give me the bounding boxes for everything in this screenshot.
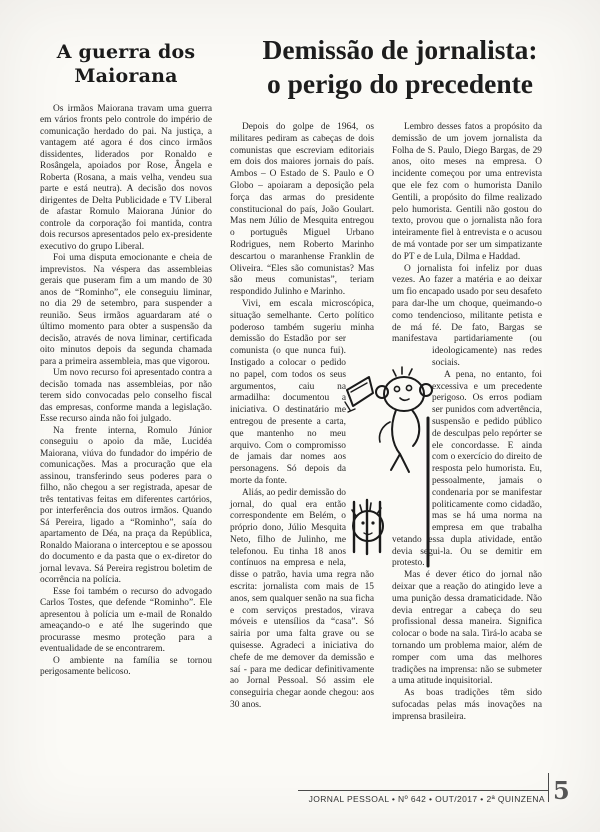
- paragraph: Vivi, em escala microscópica, situação semelhante. Certo político poderoso também sugeriu minha demissão do Estadão por ser comunista (o que nunca fui). Instigado a colocar o pedido no papel, com todos os seus argumentos, caiu na armadilha: documentou a iniciativa. O destinatário me entregou de presente a carta, que mantenho no meu arquivo. Com o compromisso de jamais dar nomes aos personagens. Só depois da morte da fonte.: [230, 298, 374, 486]
- paragraph: Esse foi também o recurso do advogado Carlos Tostes, que defende “Rominho”. Ele apresentou à polícia um e-mail de Ronaldo ameaçando-o e até lhe sugerindo que procurasse mesmo proteção para a eventualidade de se encontrarem.: [40, 586, 212, 655]
- paragraph: Um novo recurso foi apresentado contra a decisão tomada nas assembleias, por não terem sido convocadas pelo conselho fiscal das empresas, conforme manda a legislação. Esse recurso ainda não foi julgado.: [40, 368, 212, 425]
- paragraph: Foi uma disputa emocionante e cheia de imprevistos. Na véspera das assembleias gerais que puseram fim a um mando de 30 anos de “Rominho”, ele conseguiu liminar, no dia 29 de setembro, para suspender a reunião. Seus irmãos aguardaram até o último momento para obter a suspensão da decisão, através de nova liminar, certificada oito minutos depois da segunda chamada para a primeira assembleia, mas que vigorou.: [40, 253, 212, 367]
- page-number-tick: [548, 773, 549, 802]
- footer-issue-line: JORNAL PESSOAL • Nº 642 • OUT/2017 • 2ª QUINZENA: [308, 794, 545, 804]
- footer-rule: [298, 790, 548, 791]
- paragraph: Na frente interna, Romulo Júnior conseguiu o apoio da mãe, Lucidéa Maiorana, viúva do fundador do império de comunicações. Mas a procuração que ela assinou, transferindo seus poderes para o filho, não chegou a ser registrada, apesar de três tentativas feitas em diferentes cartórios, por interferência dos outros irmãos. Quando Sá Pereira, ligado a “Rominho”, saía do apartamento de Déa, na praça da República, Ronaldo Maiorana o interceptou e se apossou do documento e da pasta que o ex-diretor do jornal levava. Sá Pereira registrou boletim de ocorrência na polícia.: [40, 425, 212, 586]
- main-headline: [224, 33, 576, 101]
- main-headline-line1: Demissão de jornalista:: [262, 34, 538, 65]
- page-number: 5: [553, 776, 570, 805]
- paragraph: Depois do golpe de 1964, os militares pediram as cabeças de dois comunistas que escreviam editoriais em dois dos maiores jornais do país. Ambos – O Estado de S. Paulo e O Globo – apoiaram a deposição pela força das armas do presidente constitucional do país, João Goulart. Mas nem Júlio de Mesquita entregou o português Miguel Urbano Rodrigues, nem Roberto Marinho descartou o maranhense Franklin de Oliveira. “Eles são comunistas? Mas são meus comunistas”, teriam respondido Julinho e Marinho.: [230, 122, 374, 298]
- main-headline-line2: o perigo do precedente: [266, 68, 534, 100]
- left-article-title: [40, 40, 212, 89]
- left-article-title-line1: A guerra dos: [56, 41, 196, 63]
- paragraph: Lembro desses fatos a propósito da demissão de um jovem jornalista da Folha de S. Paulo, Diego Bargas, de 29 anos, oito meses na empresa. O incidente começou por uma entrevista que ele fez com o humorista Danilo Gentili, a propósito do filme realizado pelo humorista. Gentili não gostou do texto, provou que o jornalista não fora inteiramente fiel à entrevista e o acusou de má vontade por ser um simpatizante do PT e de Lula, Dilma e Haddad.: [392, 122, 542, 262]
- caricature-illustration: [342, 352, 442, 572]
- left-article: [40, 40, 212, 679]
- paragraph: Aliás, ao pedir demissão do jornal, do qual era então correspondente em Belém, o próprio dono, Júlio Mesquita Neto, filho de Julinho, me telefonou. Eu tinha 18 anos contínuos na empresa e nela, disse o patrão, havia uma regra não escrita: jornalista com mais de 15 anos, sem qualquer senão na sua ficha e com serviços prestados, virava móveis e utensílios da “casa”. Só sairia por uma falta grave ou se quisesse. Agradeci a iniciativa do chefe de me demover da demissão e saí - para me dedicar definitivamente ao Jornal Pessoal. Só assim ele conseguiria chegar aonde chegou: aos 30 anos.: [230, 487, 374, 711]
- paragraph: Mas é dever ético do jornal não deixar que a reação do atingido leve a uma punição dessa dramaticidade. Não devia entregar a cabeça do seu profissional dessa maneira. Significa colocar o bode na sala. Tirá-lo acaba se tornando um problema maior, além de romper com uma das melhores tradições na imprensa: não se submeter a uma atitude inquisitorial.: [392, 570, 542, 687]
- paragraph: O jornalista foi infeliz por duas vezes. Ao fazer a matéria e ao deixar um fio encapado usado por seu desafeto para dar-lhe um choque, queimando-o como tendencioso, militante petista e de má fé. De fato, Bargas se manifestava partidariamente (ou ideologicamente) nas redes sociais.: [392, 263, 542, 368]
- paragraph: Os irmãos Maiorana travam uma guerra em vários fronts pelo controle do império de comunicação herdado do pai. Na justiça, a vantagem até agora é dos cinco irmãos dissidentes, liderados por Ronaldo e Rosângela, apoiados por Rose, Ângela e Roberta (Rosana, a mais velha, vendeu sua parte e está neutra). A decisão dos novos dirigentes de Delta Publicidade e TV Liberal de afastar Romulo Maiorana Júnior do controle da corporação foi mantida, contra dois recursos apresentados pelo ex-presidente executivo do grupo Liberal.: [40, 103, 212, 252]
- paragraph: A pena, no entanto, foi excessiva e um precedente perigoso. Os erros podiam ser punidos com advertência, suspensão e pedido público de desculpas pelo repórter se ele concordasse. E ainda com o exercício do direito de resposta pelo humorista. Eu, pessoalmente, jamais o condenaria por se manifestar politicamente como cidadão, mas se há uma norma na empresa em que trabalha vetando essa dupla atividade, então devia segui-la. Ou se demitir em protesto.: [392, 369, 542, 569]
- paragraph: O ambiente na família se tornou perigosamente belicoso.: [40, 655, 212, 678]
- left-article-title-line2: Maiorana: [74, 65, 178, 88]
- paragraph: As boas tradições têm sido sufocadas pelas más inovações na imprensa brasileira.: [392, 688, 542, 722]
